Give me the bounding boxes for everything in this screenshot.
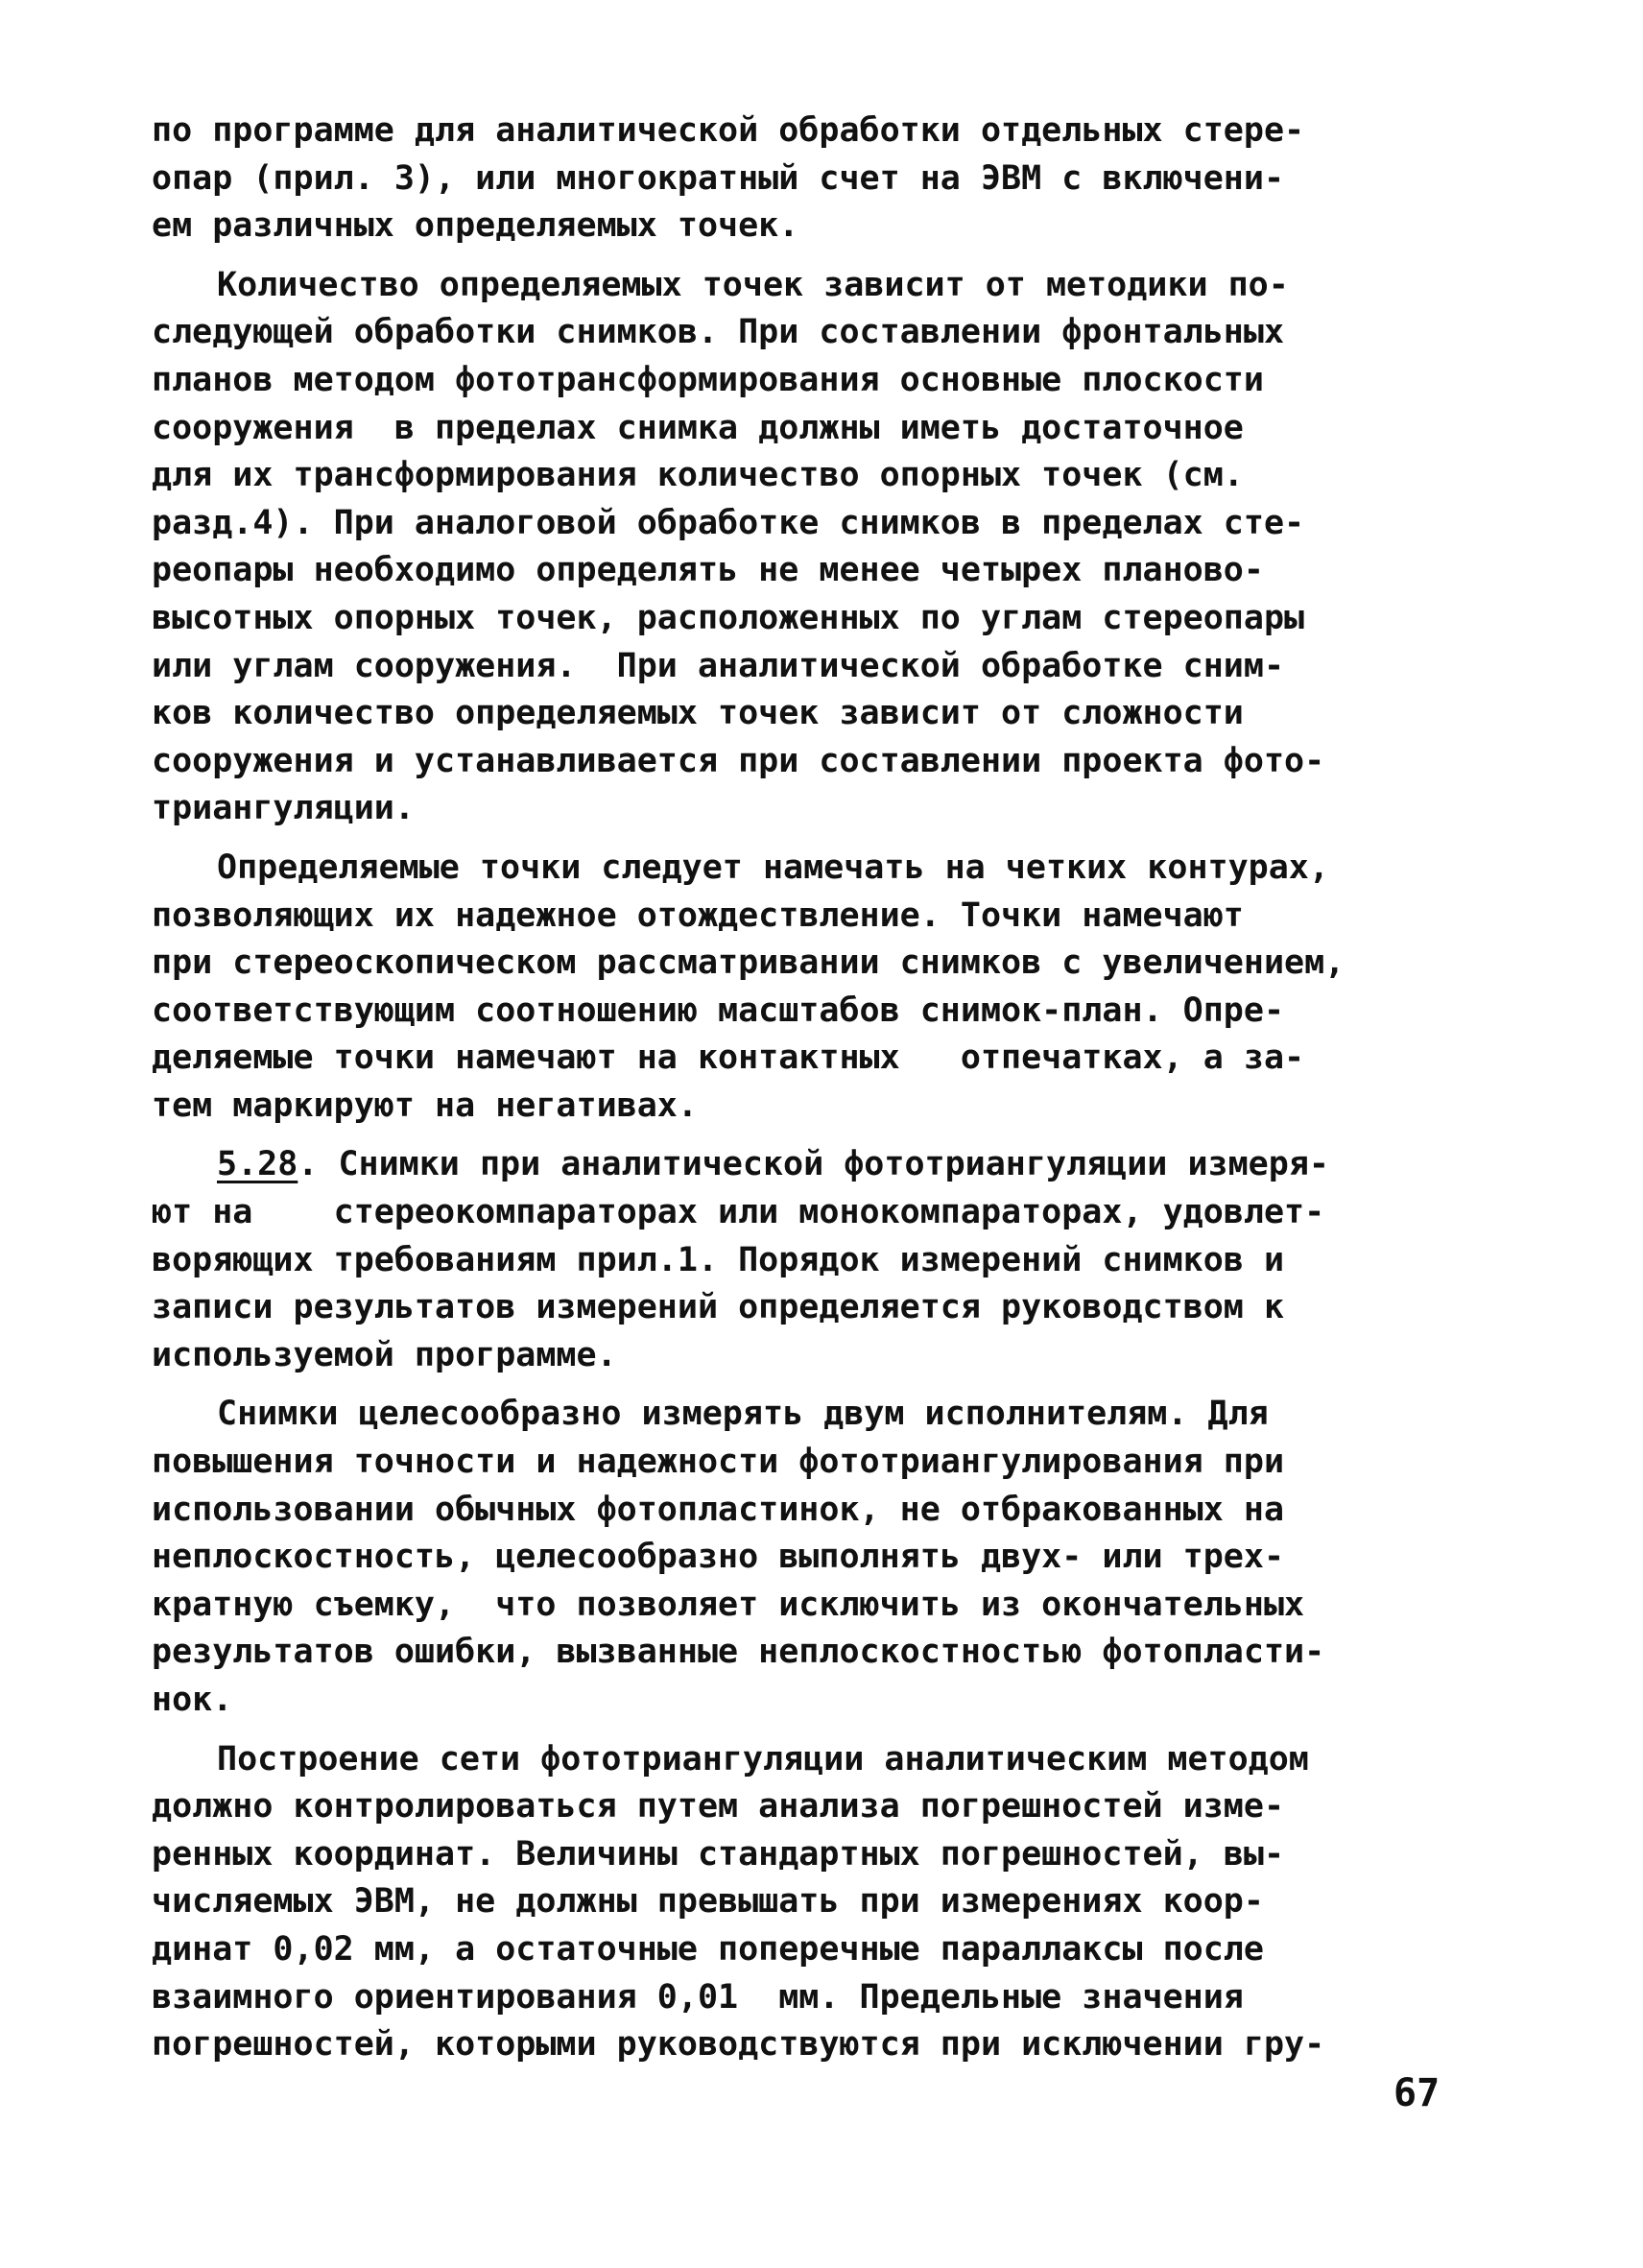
text-line: погрешностей, которыми руководствуются при исключении гру- (152, 2025, 1325, 2065)
body-text (152, 107, 1495, 2069)
text-line: высотных опорных точек, расположенных по углам стереопары (152, 598, 1305, 637)
text-line: триангуляции. (152, 789, 415, 828)
text-line: должно контролироваться путем анализа погрешностей изме- (152, 1787, 1285, 1826)
text-line-content: Снимки целесообразно измерять двум исполнителям. Для (217, 1395, 1269, 1434)
paragraph (152, 1391, 1495, 1724)
text-line: динат 0,02 мм, а остаточные поперечные параллаксы после (152, 1929, 1264, 1969)
text-line: для их трансформирования количество опорных точек (см. (152, 456, 1244, 495)
text-line-content: Определяемые точки следует намечать на четких контурах, (217, 848, 1329, 887)
page-number: 67 (1393, 2071, 1441, 2115)
text-line-content: Количество определяемых точек зависит от методики по- (217, 265, 1289, 304)
text-line: взаимного ориентирования 0,01 мм. Предельные значения (152, 1977, 1244, 2017)
text-line: ют на стереокомпараторах или монокомпараторах, удовлет- (152, 1193, 1325, 1232)
paragraph (152, 1736, 1495, 2069)
text-line: по программе для аналитической обработки отдельных стере- (152, 111, 1305, 150)
text-line: воряющих требованиям прил.1. Порядок измерений снимков и (152, 1240, 1285, 1279)
text-line: или углам сооружения. При аналитической обработке сним- (152, 646, 1285, 685)
text-line: при стереоскопическом рассматривании снимков с увеличением, (152, 943, 1345, 983)
text-line: ренных координат. Величины стандартных погрешностей, вы- (152, 1834, 1285, 1874)
text-line: следующей обработки снимков. При составлении фронтальных (152, 313, 1285, 352)
text-line: сооружения в пределах снимка должны иметь достаточное (152, 408, 1244, 447)
paragraph (152, 262, 1495, 833)
text-line: опар (прил. 3), или многократный счет на ЭВМ с включени- (152, 158, 1285, 198)
text-line: разд.4). При аналоговой обработке снимков в пределах сте- (152, 503, 1305, 542)
text-line: повышения точности и надежности фототриангулирования при (152, 1443, 1285, 1482)
text-line: используемой программе. (152, 1335, 617, 1374)
text-line: реопары необходимо определять не менее четырех планово- (152, 551, 1264, 590)
text-line: деляемые точки намечают на контактных отпечатках, а за- (152, 1039, 1305, 1078)
text-line: результатов ошибки, вызванные неплоскостностью фотопласти- (152, 1633, 1325, 1672)
text-line (152, 845, 1495, 893)
paragraph (152, 1141, 1495, 1379)
text-line-content: . Снимки при аналитической фототриангуляции измеря- (298, 1145, 1329, 1184)
text-line: планов методом фототрансформирования основные плоскости (152, 360, 1264, 399)
text-line-content: Построение сети фототриангуляции аналитическим методом (217, 1739, 1309, 1779)
text-line (152, 1141, 1495, 1189)
text-line: ков количество определяемых точек зависит от сложности (152, 694, 1244, 733)
text-line: записи результатов измерений определяется руководством к (152, 1288, 1285, 1327)
text-line (152, 262, 1495, 310)
text-line: сооружения и устанавливается при составлении проекта фото- (152, 741, 1325, 780)
text-line: соответствующим соотношению масштабов снимок-план. Опре- (152, 991, 1285, 1030)
text-line (152, 1736, 1495, 1784)
text-line: числяемых ЭВМ, не должны превышать при измерениях коор- (152, 1882, 1264, 1922)
text-line: кратную съемку, что позволяет исключить из окончательных (152, 1585, 1305, 1624)
text-line: нок. (152, 1681, 233, 1719)
text-line (152, 1391, 1495, 1439)
text-line: позволяющих их надежное отождествление. Точки намечают (152, 895, 1244, 935)
paragraph (152, 107, 1495, 251)
paragraph (152, 845, 1495, 1131)
text-line: неплоскостность, целесообразно выполнять двух- или трех- (152, 1538, 1285, 1577)
text-line: использовании обычных фотопластинок, не отбракованных на (152, 1490, 1285, 1529)
text-line: ем различных определяемых точек. (152, 206, 799, 246)
section-number: 5.28 (217, 1145, 298, 1184)
text-line: тем маркируют на негативах. (152, 1086, 698, 1125)
